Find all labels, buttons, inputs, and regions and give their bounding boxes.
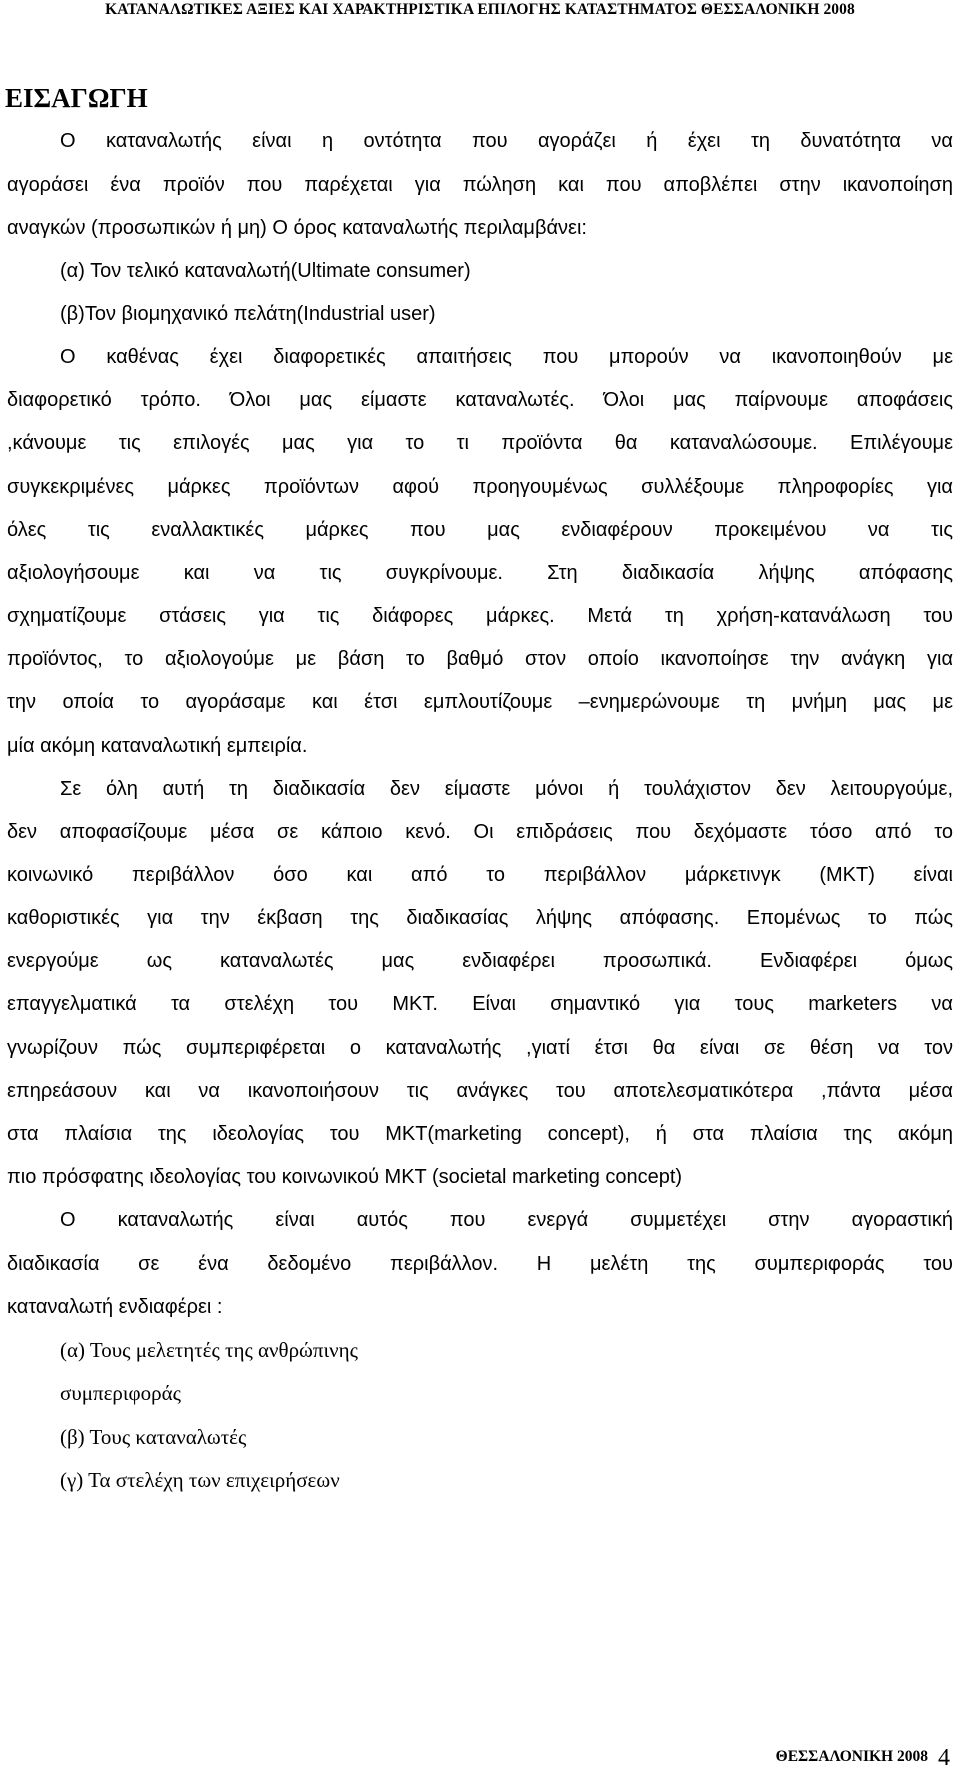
section-title: ΕΙΣΑΓΩΓΗ [5, 83, 148, 113]
text-line: δεν αποφασίζουμε μέσα σε κάποιο κενό. Οι επιδράσεις που δεχόμαστε τόσο από το [7, 821, 953, 843]
text-line: διαφορετικό τρόπο. Όλοι μας είμαστε καταναλωτές. Όλοι μας παίρνουμε αποφάσεις [7, 389, 953, 411]
text-line: μία ακόμη καταναλωτική εμπειρία. [7, 735, 308, 757]
text-line: επαγγελματικά τα στελέχη του ΜΚΤ. Είναι σημαντικό για τους marketers να [7, 993, 953, 1015]
text-line: προϊόντος, το αξιολογούμε με βάση το βαθμό στον οποίο ικανοποίησε την ανάγκη για [7, 648, 953, 670]
text-line: αναγκών (προσωπικών ή μη) Ο όρος καταναλωτής περιλαμβάνει: [7, 217, 587, 239]
text-line: καταναλωτή ενδιαφέρει : [7, 1296, 223, 1318]
text-line: γνωρίζουν πώς συμπεριφέρεται ο καταναλωτής ,γιατί έτσι θα είναι σε θέση να τον [7, 1037, 953, 1059]
text-line: όλες τις εναλλακτικές μάρκες που μας ενδιαφέρουν προκειμένου να τις [7, 519, 953, 541]
text-line: (α) Τον τελικό καταναλωτή(Ultimate consumer) [60, 260, 471, 282]
text-line: την οποία το αγοράσαμε και έτσι εμπλουτίζουμε –ενημερώνουμε τη μνήμη μας με [7, 691, 953, 713]
text-line: (γ) Τα στελέχη των επιχειρήσεων [60, 1468, 340, 1492]
page-footer [776, 1745, 950, 1772]
text-line: (α) Τους μελετητές της ανθρώπινης [60, 1338, 358, 1362]
text-line: Ο καταναλωτής είναι η οντότητα που αγοράζει ή έχει τη δυνατότητα να [60, 130, 953, 152]
text-line: (β)Τον βιομηχανικό πελάτη(Industrial user) [60, 303, 436, 325]
text-line: συγκεκριμένες μάρκες προϊόντων αφού προηγουμένως συλλέξουμε πληροφορίες για [7, 476, 953, 498]
footer-place-year: ΘΕΣΣΑΛΟΝΙΚΗ 2008 [775, 1748, 928, 1765]
running-header: ΚΑΤΑΝΑΛΩΤΙΚΕΣ ΑΞΙΕΣ ΚΑΙ ΧΑΡΑΚΤΗΡΙΣΤΙΚΑ ΕΠΙΛΟΓΗΣ ΚΑΤΑΣΤΗΜΑΤΟΣ ΘΕΣΣΑΛΟΝΙΚΗ 2008 [105, 1, 855, 18]
text-line: αξιολογήσουμε και να τις συγκρίνουμε. Στη διαδικασία λήψης απόφασης [7, 562, 953, 584]
text-line: αγοράσει ένα προϊόν που παρέχεται για πώληση και που αποβλέπει στην ικανοποίηση [7, 174, 953, 196]
text-line: καθοριστικές για την έκβαση της διαδικασίας λήψης απόφασης. Επομένως το πώς [7, 907, 953, 929]
text-line: ,κάνουμε τις επιλογές μας για το τι προϊόντα θα καταναλώσουμε. Επιλέγουμε [7, 432, 953, 454]
text-line: σχηματίζουμε στάσεις για τις διάφορες μάρκες. Μετά τη χρήση-κατανάλωση του [7, 605, 953, 627]
text-line: πιο πρόσφατης ιδεολογίας του κοινωνικού ΜΚΤ (societal marketing concept) [7, 1166, 683, 1188]
text-line: (β) Τους καταναλωτές [60, 1425, 247, 1449]
text-line: ενεργούμε ως καταναλωτές μας ενδιαφέρει προσωπικά. Ενδιαφέρει όμως [7, 950, 953, 972]
text-line: κοινωνικό περιβάλλον όσο και από το περιβάλλον μάρκετινγκ (ΜΚΤ) είναι [7, 864, 953, 886]
text-line: διαδικασία σε ένα δεδομένο περιβάλλον. Η μελέτη της συμπεριφοράς του [7, 1253, 953, 1275]
text-line: στα πλαίσια της ιδεολογίας του ΜΚΤ(marketing concept), ή στα πλαίσια της ακόμη [7, 1123, 953, 1145]
text-line: Ο καταναλωτής είναι αυτός που ενεργά συμμετέχει στην αγοραστική [60, 1209, 953, 1231]
text-line: Σε όλη αυτή τη διαδικασία δεν είμαστε μόνοι ή τουλάχιστον δεν λειτουργούμε, [60, 778, 953, 800]
text-line: επηρεάσουν και να ικανοποιήσουν τις ανάγκες του αποτελεσματικότερα ,πάντα μέσα [7, 1080, 953, 1102]
text-line: Ο καθένας έχει διαφορετικές απαιτήσεις που μπορούν να ικανοποιηθούν με [60, 346, 953, 368]
page-number: 4 [938, 1745, 950, 1771]
text-line: συμπεριφοράς [60, 1381, 181, 1405]
